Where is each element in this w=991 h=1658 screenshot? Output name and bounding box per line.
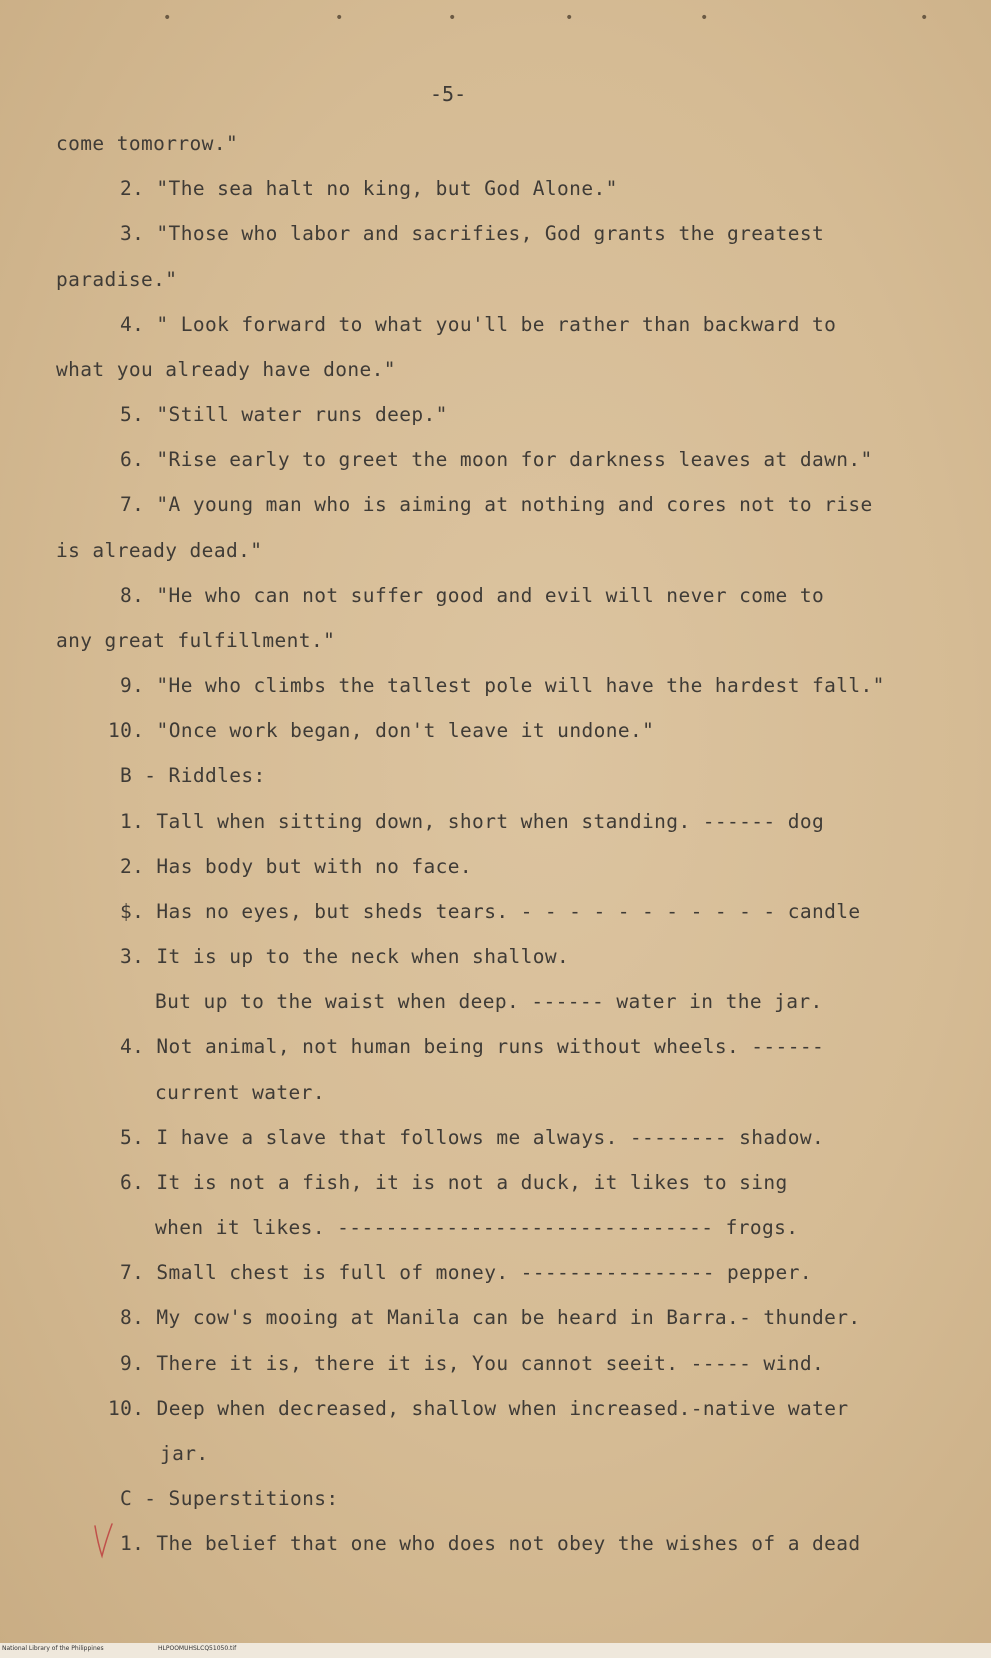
- tack-mark: •: [335, 10, 344, 26]
- text-line: is already dead.": [56, 539, 263, 562]
- text-line: 6. "Rise early to greet the moon for darkness leaves at dawn.": [120, 448, 873, 471]
- text-line: come tomorrow.": [56, 132, 239, 155]
- text-line: current water.: [155, 1081, 325, 1104]
- text-line: 1. Tall when sitting down, short when standing. ------ dog: [120, 810, 825, 833]
- text-line: 10. "Once work began, don't leave it undone.": [108, 719, 655, 742]
- text-line: jar.: [160, 1442, 209, 1465]
- footer-filename: HLPOOMUHSLCQ51050.tif: [158, 1645, 237, 1652]
- tack-mark: •: [448, 10, 457, 26]
- text-line: when it likes. ------------------------------- frogs.: [155, 1216, 799, 1239]
- text-line: paradise.": [56, 268, 178, 291]
- text-line: 9. "He who climbs the tallest pole will have the hardest fall.": [120, 674, 885, 697]
- text-line: 5. I have a slave that follows me always. -------- shadow.: [120, 1126, 825, 1149]
- text-line: $. Has no eyes, but sheds tears. - - - - - - - - - - - candle: [120, 900, 861, 923]
- text-line: 4. " Look forward to what you'll be rather than backward to: [120, 313, 837, 336]
- scan-footer: [0, 1643, 991, 1658]
- text-line: 9. There it is, there it is, You cannot seeit. ----- wind.: [120, 1352, 825, 1375]
- section-heading: B - Riddles:: [120, 764, 266, 787]
- text-line: what you already have done.": [56, 358, 396, 381]
- text-line: 6. It is not a fish, it is not a duck, it likes to sing: [120, 1171, 788, 1194]
- tack-mark: •: [163, 10, 172, 26]
- text-line: 3. It is up to the neck when shallow.: [120, 945, 570, 968]
- text-line: 3. "Those who labor and sacrifies, God grants the greatest: [120, 222, 825, 245]
- text-line: 2. "The sea halt no king, but God Alone.": [120, 177, 618, 200]
- text-line: 5. "Still water runs deep.": [120, 403, 448, 426]
- text-line: 4. Not animal, not human being runs without wheels. ------: [120, 1035, 825, 1058]
- red-checkmark-annotation: [92, 1522, 114, 1562]
- page-number: -5-: [430, 82, 467, 106]
- text-line: 8. "He who can not suffer good and evil will never come to: [120, 584, 825, 607]
- text-line: 8. My cow's mooing at Manila can be heard in Barra.- thunder.: [120, 1306, 861, 1329]
- text-line: 7. "A young man who is aiming at nothing and cores not to rise: [120, 493, 873, 516]
- text-line: any great fulfillment.": [56, 629, 336, 652]
- tack-mark: •: [920, 10, 929, 26]
- text-line: 2. Has body but with no face.: [120, 855, 473, 878]
- text-line: 1. The belief that one who does not obey the wishes of a dead: [120, 1532, 861, 1555]
- tack-mark: •: [565, 10, 574, 26]
- section-heading: C - Superstitions:: [120, 1487, 339, 1510]
- text-line: 10. Deep when decreased, shallow when increased.-native water: [108, 1397, 849, 1420]
- text-line: But up to the waist when deep. ------ water in the jar.: [155, 990, 823, 1013]
- footer-library: National Library of the Philippines: [2, 1645, 104, 1652]
- text-line: 7. Small chest is full of money. ---------------- pepper.: [120, 1261, 812, 1284]
- tack-mark: •: [700, 10, 709, 26]
